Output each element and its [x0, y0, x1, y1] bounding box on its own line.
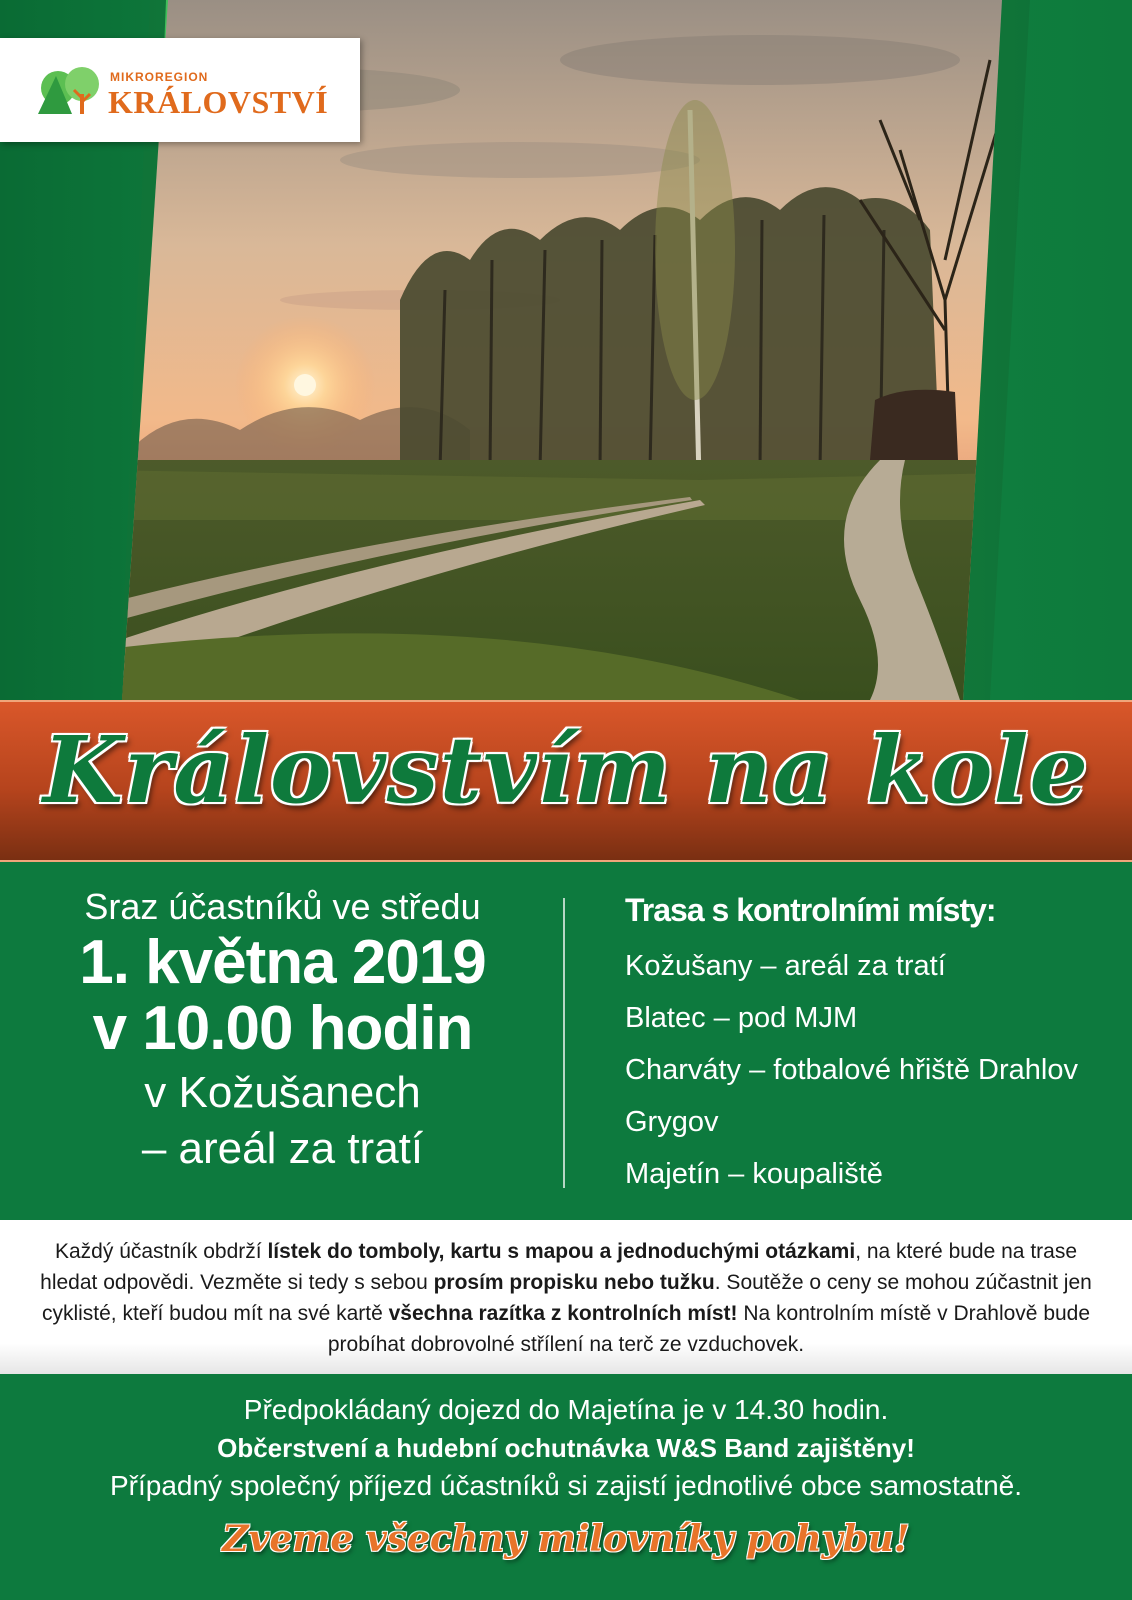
info-text-bold: lístek do tomboly, kartu s mapou a jednoduchými otázkami: [267, 1240, 856, 1263]
info-text: Na kontrolním místě v Drahlově bude probíhat dobrovolné střílení na terč ze vzduchovek.: [327, 1302, 1091, 1356]
invitation-slogan: Zveme všechny milovníky pohybu!: [222, 1518, 910, 1560]
info-text: , na které bude na trase hledat odpovědi. Vezměte si tedy s sebou: [40, 1240, 1077, 1294]
arrival-text: Předpokládaný dojezd do Majetína je v 14.30 hodin.: [243, 1394, 889, 1425]
info-text-bold: všechna razítka z kontrolních míst!: [388, 1302, 738, 1325]
route-title: Trasa s kontrolními místy:: [625, 892, 996, 928]
tree-icon: [38, 64, 104, 116]
logo-region-small: MIKROREGION: [110, 70, 209, 84]
logo-box: [0, 38, 360, 142]
route-stop: Grygov: [625, 1106, 719, 1138]
route-stop: Blatec – pod MJM: [625, 1002, 858, 1034]
meeting-place-detail: – areál za tratí: [141, 1124, 424, 1173]
participant-info-text: [36, 1236, 1096, 1360]
info-text: . Soutěže o ceny se mohou zúčastnit jen cyklisté, kteří budou mít na své kartě: [41, 1271, 1092, 1325]
meeting-time: v 10.00 hodin: [92, 994, 473, 1063]
route-stop: Kožušany – areál za tratí: [625, 950, 946, 982]
divider: [563, 898, 565, 1188]
meeting-date: 1. května 2019: [79, 928, 486, 997]
refreshment-text: Občerstvení a hudební ochutnávka W&S Band zajištěny!: [217, 1433, 915, 1463]
meeting-place: v Kožušanech: [144, 1068, 421, 1117]
event-title: Královstvím na kole: [42, 716, 1089, 824]
transport-text: Případný společný příjezd účastníků si zajistí jednotlivé obce samostatně.: [109, 1470, 1023, 1501]
meeting-intro: Sraz účastníků ve středu: [84, 886, 481, 927]
event-info: [0, 862, 1132, 1220]
info-text: Každý účastník obdrží: [55, 1240, 268, 1263]
route-stop: Majetín – koupaliště: [625, 1158, 883, 1190]
logo-region-name: KRÁLOVSTVÍ: [108, 84, 329, 120]
bottom-section: [0, 1374, 1132, 1600]
info-text-bold: prosím propisku nebo tužku: [433, 1271, 715, 1294]
meeting-details: [40, 884, 525, 1174]
title-band: [0, 700, 1132, 862]
route-stop: Charváty – fotbalové hřiště Drahlov: [625, 1054, 1078, 1086]
route-list: [625, 890, 1125, 1200]
participant-info-box: [0, 1220, 1132, 1374]
hero-area: [0, 0, 1132, 700]
